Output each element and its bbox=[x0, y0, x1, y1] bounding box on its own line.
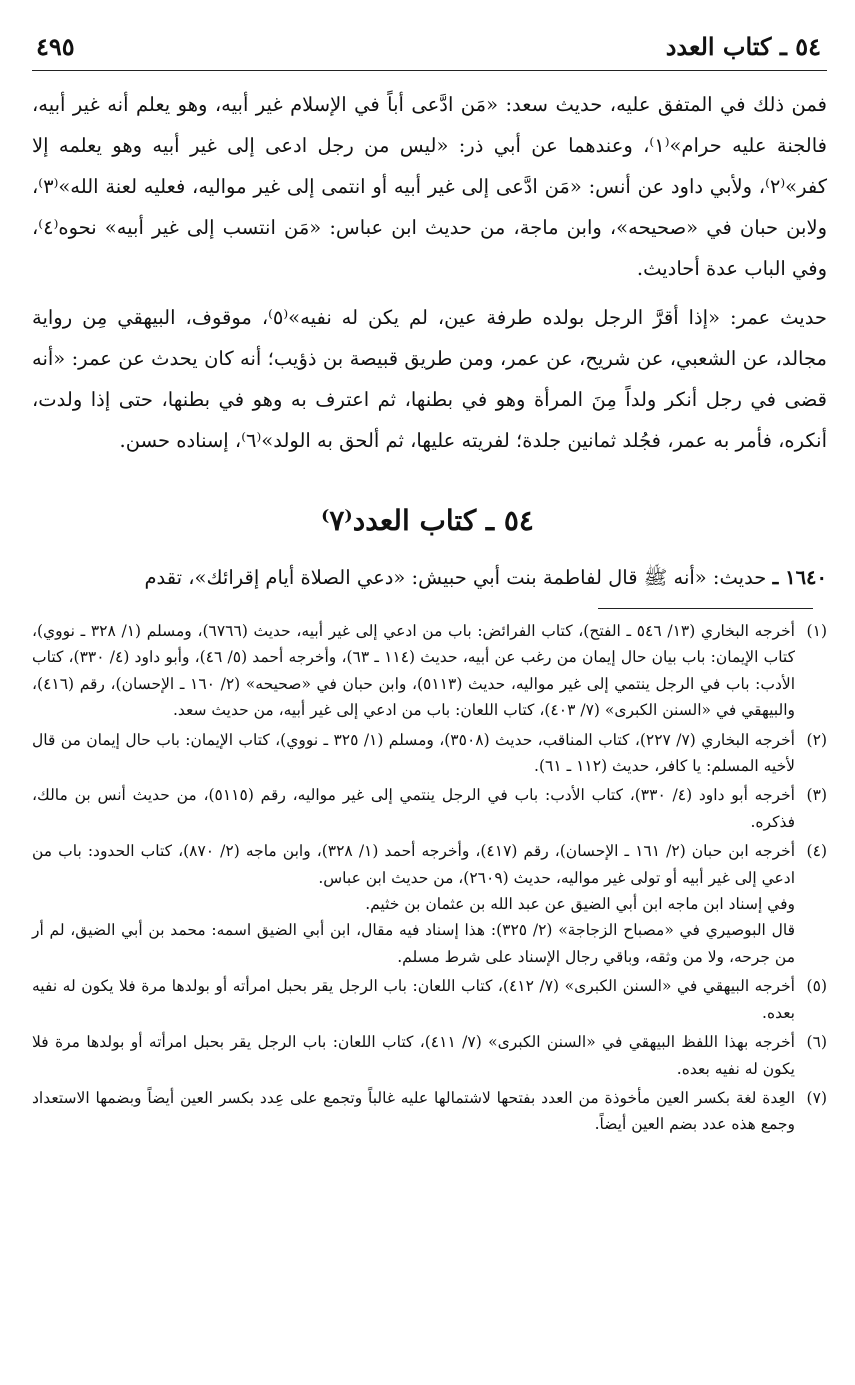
footnote bbox=[32, 727, 827, 780]
footnote-divider bbox=[598, 608, 813, 609]
footnote-extra-text: قال البوصيري في «مصباح الزجاجة» (٢/ ٣٢٥): هذا إسناد فيه مقال، ابن أبي الضيق اسمه: محمد بن أبي الضيق، لم أر من جرحه، ولا من وثقه، وباقي رجال الإسناد على شرط مسلم. bbox=[32, 921, 795, 966]
hadith-number: ١٦٤٠ ـ bbox=[772, 566, 827, 589]
page-header bbox=[32, 30, 827, 71]
footnote-number: (٣) bbox=[806, 786, 827, 805]
footnotes-section bbox=[32, 618, 827, 1141]
footnote bbox=[32, 1029, 827, 1082]
hadith-entry bbox=[32, 560, 827, 596]
footnote-text: أخرجه البيهقي في «السنن الكبرى» (٧/ ٤١٢)، كتاب اللعان: باب الرجل يقر بحبل امرأته أو بولدها مرة فلا يكون له نفيه بعده. bbox=[32, 977, 795, 1022]
footnote bbox=[32, 1085, 827, 1138]
footnote bbox=[32, 782, 827, 835]
footnote-text: العِدة لغة بكسر العين مأخوذة من العدد بفتحها لاشتمالها عليه غالباً وتجمع على عِدد بكسر العين أيضاً وبضمها الاستعداد وجمع هذه عدد بضم العين أيضاً. bbox=[32, 1088, 795, 1134]
footnote-number: (١) bbox=[806, 622, 827, 640]
footnote-extra-text: وفي إسناد ابن ماجه ابن أبي الضيق عن عبد الله بن عثمان بن خثيم. bbox=[365, 895, 795, 914]
footnote-number: (٤) bbox=[806, 842, 827, 861]
paragraph: حديث عمر: «إذا أقرَّ الرجل بولده طرفة عين، لم يكن له نفيه»⁽٥⁾، موقوف، البيهقي مِن رواية مجالد، عن الشعبي، عن شريح، عن عمر، ومن طريق قبيصة بن ذؤيب؛ أنه كان يحدث عن عمر: «أنه قضى في رجل أنكر ولداً مِنَ المرأة وهو في بطنها، ثم اعترف به وهو في بطنها، حتى إذا ولدت، أنكره، فأمر به عمر، فجُلد ثمانين جلدة؛ لفريته عليها، ثم ألحق به الولد»⁽٦⁾، إسناده حسن. bbox=[32, 306, 827, 452]
main-text bbox=[32, 84, 827, 469]
footnote-number: (٥) bbox=[806, 977, 827, 996]
footnote bbox=[32, 618, 827, 724]
running-title: ٥٤ ـ كتاب العدد bbox=[665, 32, 821, 61]
page-number: ٤٩٥ bbox=[36, 32, 75, 61]
hadith-text: حديث: «أنه ﷺ قال لفاطمة بنت أبي حبيش: «دعي الصلاة أيام إقرائك»، تقدم bbox=[144, 566, 767, 589]
footnote-text: أخرجه أبو داود (٤/ ٣٣٠)، كتاب الأدب: باب في الرجل ينتمي إلى غير مواليه، رقم (٥١١٥)، من حديث أنس بن مالك، فذكره. bbox=[32, 786, 795, 831]
footnote-text: أخرجه البخاري (١٣/ ٥٤٦ ـ الفتح)، كتاب الفرائض: باب من ادعي إلى غير أبيه، حديث (٦٧٦٦)، ومسلم (١/ ٣٢٨ ـ نووي)، كتاب الإيمان: باب بيان حال إيمان من رغب عن أبيه، حديث (١١٤ ـ ٦٣)، وأخرجه أحمد (٥/ ٤٦)، وأبو داود (٤/ ٣٣٠)، كتاب الأدب: باب في الرجل ينتمي إلى غير مواليه، حديث (٥١١٣)، وابن حبان في «صحيحه» (٢/ ١٦٠ ـ الإحسان)، رقم (٤١٦)، والبيهقي في «السنن الكبرى» (٧/ ٤٠٣)، كتاب اللعان: باب من ادعي إلى غير أبيه، من حديث سعد. bbox=[32, 622, 796, 720]
footnote-text: أخرجه ابن حبان (٢/ ١٦١ ـ الإحسان)، رقم (٤١٧)، وأخرجه أحمد (١/ ٣٢٨)، وابن ماجه (٢/ ٨٧٠)، كتاب الحدود: باب من ادعي إلى غير أبيه أو تولى غير مواليه، حديث (٢٦٠٩)، من حديث ابن عباس. bbox=[32, 842, 796, 887]
footnote bbox=[32, 838, 827, 970]
paragraph: فمن ذلك في المتفق عليه، حديث سعد: «مَن ادَّعى أباً في الإسلام غير أبيه، وهو يعلم أنه غير أبيه، فالجنة عليه حرام»⁽١⁾، وعندهما عن أبي ذر: «ليس من رجل ادعى إلى غير أبيه وهو يعلمه إلا كفر»⁽٢⁾، ولأبي داود عن أنس: «مَن ادَّعى إلى غير أبيه أو انتمى إلى غير مواليه، فعليه لعنة الله»⁽٣⁾، ولابن حبان في «صحيحه»، وابن ماجة، من حديث ابن عباس: «مَن انتسب إلى غير أبيه» نحوه⁽٤⁾، وفي الباب عدة أحاديث. bbox=[32, 93, 827, 280]
footnote-number: (٦) bbox=[806, 1033, 827, 1052]
footnote-text: أخرجه بهذا اللفظ البيهقي في «السنن الكبرى» (٧/ ٤١١)، كتاب اللعان: باب الرجل يقر بحبل امرأته أو بولدها مرة فلا يكون له نفيه بعده. bbox=[32, 1033, 795, 1078]
chapter-heading: ٥٤ ـ كتاب العدد⁽٧⁾ bbox=[321, 504, 534, 537]
footnote-number: (٢) bbox=[806, 730, 827, 749]
footnote bbox=[32, 973, 827, 1026]
footnote-number: (٧) bbox=[806, 1088, 827, 1107]
footnote-text: أخرجه البخاري (٧/ ٢٢٧)، كتاب المناقب، حديث (٣٥٠٨)، ومسلم (١/ ٣٢٥ ـ نووي)، كتاب الإيمان: باب حال إيمان من قال لأخيه المسلم: يا كافر، حديث (١١٢ ـ ٦١). bbox=[32, 730, 795, 776]
